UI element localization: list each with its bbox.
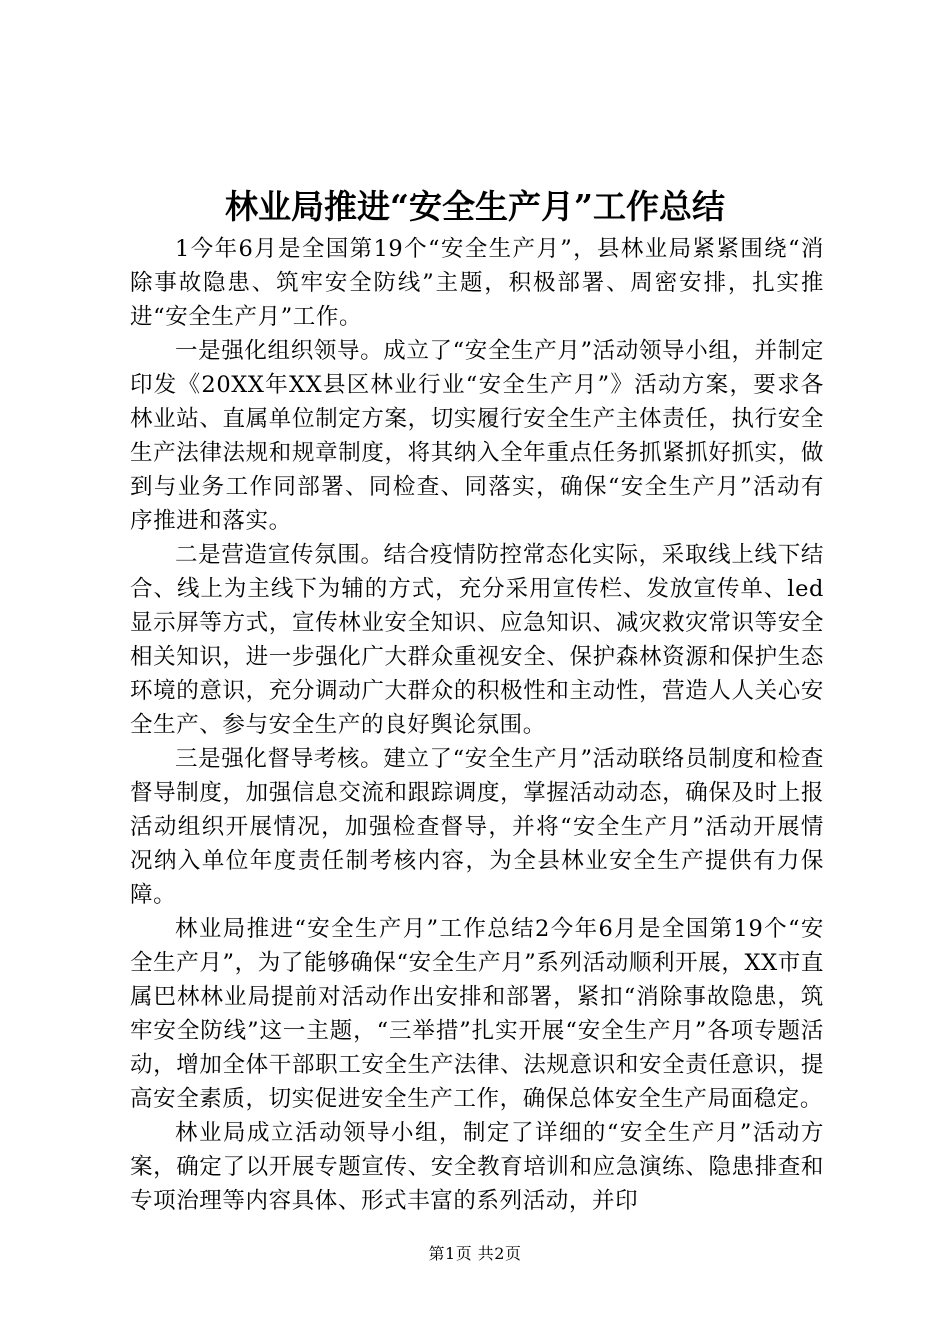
paragraph-publicity: 二是营造宣传氛围。结合疫情防控常态化实际，采取线上线下结合、线上为主线下为辅的方式，充分采用宣传栏、发放宣传单、led显示屏等方式，宣传林业安全知识、应急知识、减灾救灾常识等安全相关知识，进一步强化广大群众重视安全、保护森林资源和保护生态环境的意识，充分调动广大群众的积极性和主动性，营造人人关心安全生产、参与安全生产的良好舆论氛围。 [130, 542, 824, 738]
document-title: 林业局推进“安全生产月”工作总结 [225, 187, 725, 226]
paragraph-leadership-group: 林业局成立活动领导小组，制定了详细的“安全生产月”活动方案，确定了以开展专题宣传、安全教育培训和应急演练、隐患排查和专项治理等内容具体、形式丰富的系列活动，并印 [130, 1120, 824, 1214]
page-footer: 第1页 共2页 [428, 1244, 522, 1263]
document-body [130, 232, 824, 1218]
paragraph-supervision: 三是强化督导考核。建立了“安全生产月”活动联络员制度和检查督导制度，加强信息交流和跟踪调度，掌握活动动态，确保及时上报活动组织开展情况，加强检查督导，并将“安全生产月”活动开展情况纳入单位年度责任制考核内容，为全县林业安全生产提供有力保障。 [130, 746, 824, 908]
paragraph-intro: 1今年6月是全国第19个“安全生产月”，县林业局紧紧围绕“消除事故隐患、筑牢安全防线”主题，积极部署、周密安排，扎实推进“安全生产月”工作。 [130, 236, 824, 330]
paragraph-organization: 一是强化组织领导。成立了“安全生产月”活动领导小组，并制定印发《20XX年XX县区林业行业“安全生产月”》活动方案，要求各林业站、直属单位制定方案，切实履行安全生产主体责任，执行安全生产法律法规和规章制度，将其纳入全年重点任务抓紧抓好抓实，做到与业务工作同部署、同检查、同落实，确保“安全生产月”活动有序推进和落实。 [130, 338, 824, 534]
paragraph-summary-two: 林业局推进“安全生产月”工作总结2今年6月是全国第19个“安全生产月”，为了能够确保“安全生产月”系列活动顺利开展，XX市直属巴林林业局提前对活动作出安排和部署，紧扣“消除事故隐患，筑牢安全防线”这一主题，“三举措”扎实开展“安全生产月”各项专题活动，增加全体干部职工安全生产法律、法规意识和安全责任意识，提高安全素质，切实促进安全生产工作，确保总体安全生产局面稳定。 [130, 916, 824, 1112]
